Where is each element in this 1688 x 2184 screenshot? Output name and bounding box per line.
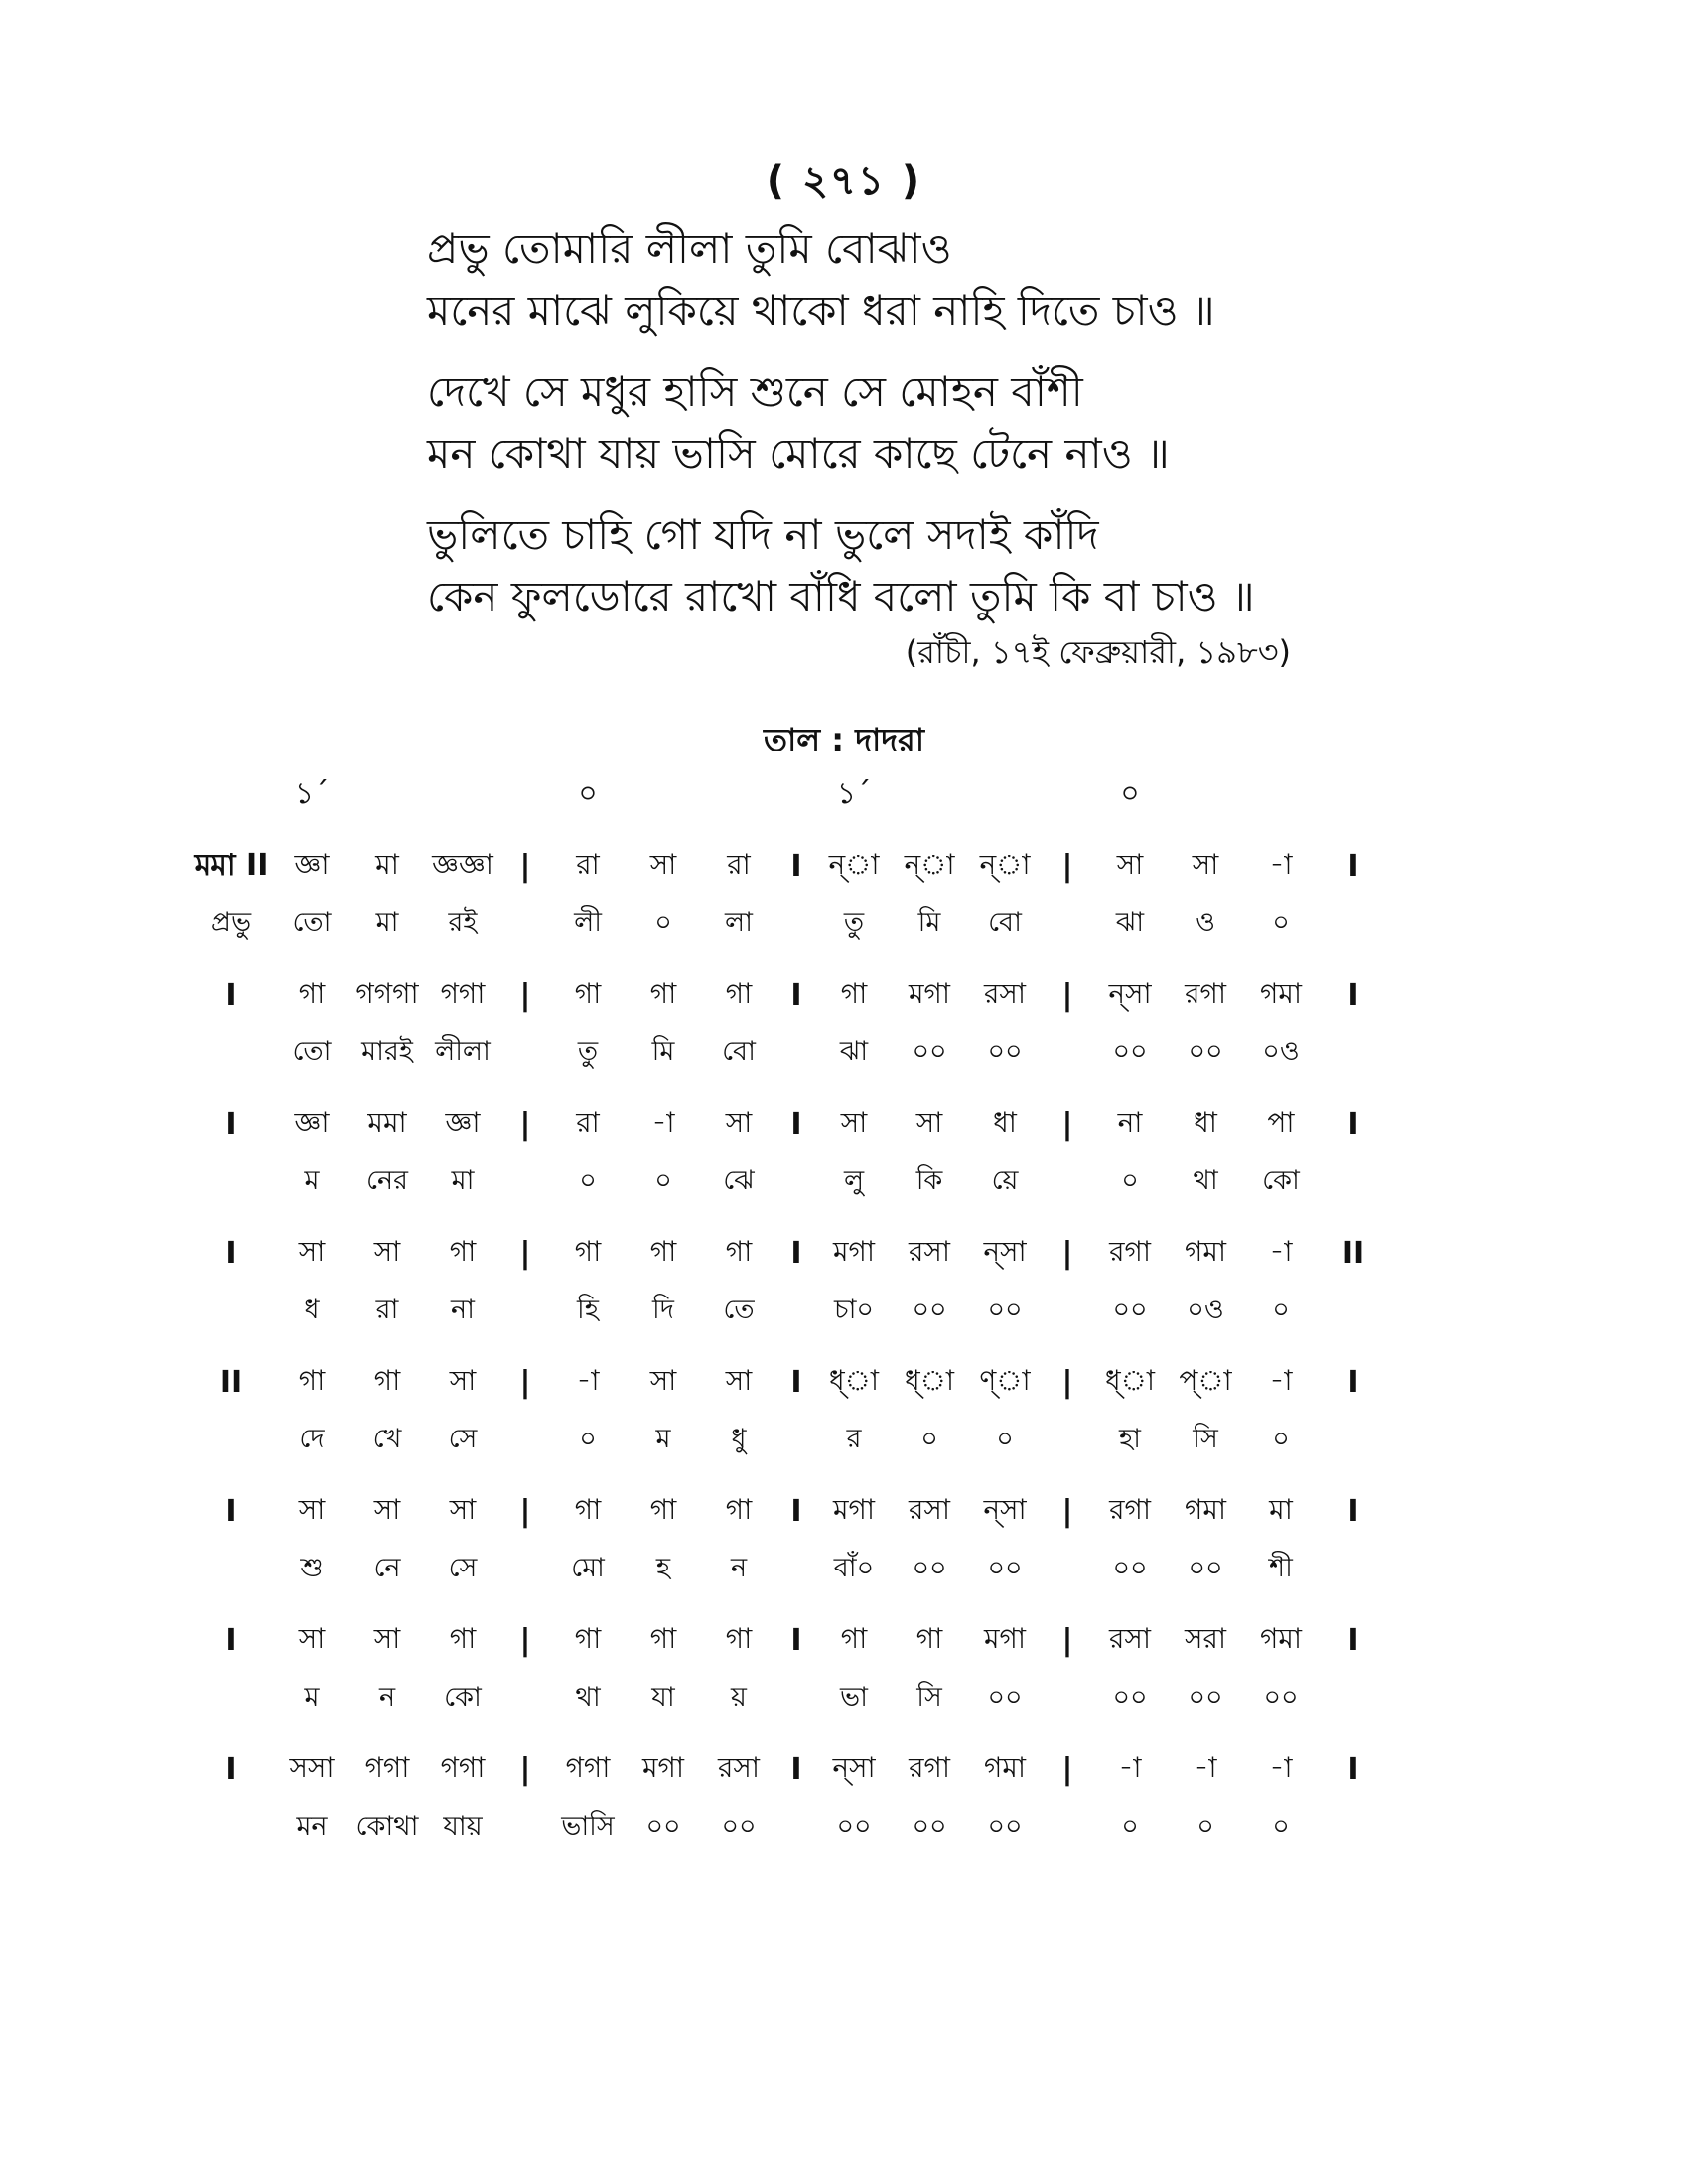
swara-note: গা [574, 1492, 602, 1526]
lyric-syllable: ০০ [721, 1810, 757, 1842]
lyric-syllable: ০ [1272, 1423, 1290, 1454]
swara-note: ণ্‌া [979, 1363, 1031, 1397]
lyric-syllable: লা [725, 906, 753, 938]
lyric-syllable: ০ও [1187, 1294, 1224, 1325]
bar-line: II [1341, 1235, 1365, 1271]
swara-note: মগা [908, 976, 951, 1010]
swara-note: জ্ঞা [445, 1105, 481, 1139]
bar-line: | [519, 1235, 531, 1271]
bar-line: I [1347, 1622, 1359, 1658]
lyric-syllable: ০০ [1112, 1552, 1148, 1583]
swara-note: সা [373, 1621, 401, 1655]
lyric-syllable: য়ে [991, 1164, 1019, 1196]
lyric-syllable: ০০ [1188, 1681, 1223, 1712]
swara-note: মগা [641, 1750, 685, 1784]
lyric-syllable: ০০ [987, 1810, 1023, 1842]
lyric-line: ভুলিতে চাহি গো যদি না ভুলে সদাই কাঁদি [427, 510, 1099, 559]
lyric-syllable: না [451, 1294, 475, 1325]
swara-note: রা [576, 847, 600, 881]
bar-line: মমা II [194, 847, 269, 883]
lyric-syllable: রা [375, 1294, 399, 1325]
lyric-syllable: মারই [361, 1035, 413, 1067]
syllable-row [189, 1024, 1539, 1082]
swara-note: গা [373, 1363, 401, 1397]
notation-line-8 [189, 1739, 1539, 1856]
swara-note: গমা [1184, 1234, 1227, 1268]
lyric-syllable: মি [651, 1035, 675, 1067]
lyric-syllable: ০ [920, 1423, 938, 1454]
beat-mark: ১´ [294, 775, 330, 811]
beat-marks-row [189, 764, 1539, 824]
swara-note: জ্ঞজ্ঞা [432, 847, 493, 881]
bar-line: I [225, 1622, 237, 1658]
bar-line: | [1061, 848, 1073, 884]
swara-note: গগা [440, 976, 486, 1010]
swara-note: ন্‌া [904, 847, 955, 881]
lyric-syllable: ০০ [912, 1810, 947, 1842]
swara-note: -া [1269, 1750, 1293, 1784]
swara-note: -া [1118, 1750, 1142, 1784]
swara-note: গা [649, 976, 677, 1010]
bar-line: | [1061, 1106, 1073, 1142]
lyric-syllable: সে [448, 1552, 478, 1583]
bar-line: I [1347, 848, 1359, 884]
lyric-syllable: প্রভু [211, 906, 252, 938]
swara-note: ধ্‌া [828, 1363, 880, 1397]
swara-note: গা [725, 1621, 753, 1655]
swara-note: ন্‌া [828, 847, 880, 881]
notation-line-5 [189, 1352, 1539, 1469]
lyric-syllable: ঝে [723, 1164, 755, 1196]
lyric-line: কেন ফুলডোরে রাখো বাঁধি বলো তুমি কি বা চাও ॥ [427, 572, 1255, 620]
swara-note: মগা [983, 1621, 1027, 1655]
bar-line: I [790, 977, 802, 1013]
lyric-syllable: কোথা [355, 1810, 419, 1842]
bar-line: I [790, 1235, 802, 1271]
swara-note: গা [649, 1234, 677, 1268]
swara-note: গমা [1259, 1621, 1303, 1655]
lyric-syllable: সে [448, 1423, 478, 1454]
lyric-syllable: ০০ [987, 1035, 1023, 1067]
lyric-syllable: ০০ [1112, 1294, 1148, 1325]
lyric-syllable: বো [722, 1035, 756, 1067]
swara-note: ধা [1194, 1105, 1217, 1139]
syllable-row [189, 1412, 1539, 1469]
swara-note: মগা [832, 1234, 876, 1268]
notation-table [189, 764, 1539, 1856]
lyric-syllable: ০ [1272, 1810, 1290, 1842]
swara-note: রসা [1108, 1621, 1152, 1655]
page-number: ( ২৭১ ) [766, 158, 922, 204]
swara-note: পা [1267, 1105, 1295, 1139]
beat-mark: ১´ [836, 775, 872, 811]
lyric-syllable: তো [292, 1035, 332, 1067]
swara-note: ন্‌সা [832, 1750, 876, 1784]
swara-row [189, 965, 1539, 1024]
lyric-syllable: দি [652, 1294, 674, 1325]
lyric-syllable: ধু [731, 1423, 747, 1454]
swara-note: রসা [717, 1750, 761, 1784]
bar-line: | [1061, 1364, 1073, 1400]
lyric-line: মন কোথা যায় ভাসি মোরে কাছে টেনে নাও ॥ [427, 429, 1170, 478]
swara-note: গগা [565, 1750, 611, 1784]
lyric-syllable: ম [304, 1164, 320, 1196]
swara-note: সা [373, 1234, 401, 1268]
lyric-syllable: থা [575, 1681, 601, 1712]
beat-mark: ০ [1120, 775, 1140, 811]
lyric-syllable: ও [1196, 906, 1215, 938]
lyric-syllable: তু [843, 906, 865, 938]
lyric-syllable: ০০ [987, 1294, 1023, 1325]
lyric-syllable: চা০ [834, 1294, 874, 1325]
swara-note: গগা [364, 1750, 410, 1784]
swara-row [189, 836, 1539, 895]
lyric-syllable: ০ [579, 1164, 597, 1196]
swara-note: গা [449, 1234, 477, 1268]
swara-note: না [1117, 1105, 1143, 1139]
swara-note: গা [298, 1363, 326, 1397]
swara-row [189, 1481, 1539, 1541]
lyric-syllable: ০০ [912, 1552, 947, 1583]
lyric-syllable: ০০ [1112, 1035, 1148, 1067]
swara-note: গমা [983, 1750, 1027, 1784]
lyric-syllable: ০০ [987, 1552, 1023, 1583]
stanza-3 [427, 504, 1569, 627]
syllable-row [189, 1670, 1539, 1727]
swara-note: সরা [1184, 1621, 1227, 1655]
lyric-syllable: হা [1118, 1423, 1141, 1454]
lyric-syllable: তু [577, 1035, 599, 1067]
lyric-syllable: তে [723, 1294, 755, 1325]
bar-line: | [1061, 1751, 1073, 1787]
bar-line: I [1347, 977, 1359, 1013]
bar-line: | [1061, 977, 1073, 1013]
swara-note: প্‌া [1179, 1363, 1232, 1397]
bar-line: I [1347, 1493, 1359, 1529]
swara-note: -া [1269, 1363, 1293, 1397]
swara-note: মা [1269, 1492, 1293, 1526]
swara-note: ন্‌সা [983, 1492, 1027, 1526]
lyric-syllable: ০ [1272, 1294, 1290, 1325]
notation-line-3 [189, 1094, 1539, 1211]
swara-row [189, 1739, 1539, 1799]
bar-line: | [519, 977, 531, 1013]
lyric-syllable: লু [843, 1164, 865, 1196]
swara-note: ন্‌সা [983, 1234, 1027, 1268]
swara-note: রগা [1185, 976, 1226, 1010]
bar-line: | [519, 1493, 531, 1529]
bar-line: I [225, 1106, 237, 1142]
lyric-syllable: ন [378, 1681, 396, 1712]
lyric-line: প্রভু তোমারি লীলা তুমি বোঝাও [427, 224, 952, 273]
swara-note: সসা [289, 1750, 335, 1784]
bar-line: | [519, 1751, 531, 1787]
lyric-syllable: ০ [579, 1423, 597, 1454]
lyric-syllable: মন [296, 1810, 328, 1842]
lyric-syllable: ধ [304, 1294, 320, 1325]
lyric-syllable: নের [366, 1164, 408, 1196]
lyric-syllable: লী [574, 906, 602, 938]
bar-line: I [790, 1106, 802, 1142]
lyric-line: দেখে সে মধুর হাসি শুনে সে মোহন বাঁশী [427, 367, 1083, 416]
syllable-row [189, 1799, 1539, 1856]
bar-line: I [225, 1235, 237, 1271]
lyric-syllable: ০ [1121, 1164, 1139, 1196]
swara-note: গা [574, 976, 602, 1010]
swara-note: সা [915, 1105, 943, 1139]
lyric-syllable: ০ [996, 1423, 1014, 1454]
swara-note: সা [649, 1363, 677, 1397]
swara-note: সা [649, 847, 677, 881]
swara-note: গা [649, 1492, 677, 1526]
lyric-syllable: র [846, 1423, 862, 1454]
bar-line: I [790, 1493, 802, 1529]
lyric-syllable: ম [655, 1423, 671, 1454]
lyric-syllable: মা [451, 1164, 475, 1196]
lyric-syllable: ০০ [1263, 1681, 1299, 1712]
bar-line: | [519, 848, 531, 884]
lyric-syllable: বো [988, 906, 1022, 938]
swara-note: রসা [983, 976, 1027, 1010]
swara-note: ন্‌া [979, 847, 1031, 881]
lyric-syllable: শু [300, 1552, 324, 1583]
swara-note: রগা [1109, 1492, 1151, 1526]
bar-line: | [1061, 1622, 1073, 1658]
bar-line: I [790, 1364, 802, 1400]
lyric-syllable: কো [1262, 1164, 1300, 1196]
swara-row [189, 1094, 1539, 1154]
lyric-syllable: ০ [1272, 906, 1290, 938]
swara-note: গা [725, 1234, 753, 1268]
swara-note: রগা [1109, 1234, 1151, 1268]
lyric-syllable: থা [1193, 1164, 1218, 1196]
swara-note: সা [449, 1492, 477, 1526]
lyric-syllable: মো [571, 1552, 605, 1583]
bar-line: I [1347, 1364, 1359, 1400]
bar-line: | [519, 1106, 531, 1142]
lyric-syllable: ০ [1196, 1810, 1214, 1842]
syllable-row [189, 1154, 1539, 1211]
bar-line: I [1347, 1751, 1359, 1787]
lyric-syllable: ০০ [1188, 1035, 1223, 1067]
swara-note: সা [298, 1234, 326, 1268]
bar-line: | [519, 1622, 531, 1658]
lyric-syllable: রই [448, 906, 478, 938]
lyric-syllable: ০০ [645, 1810, 681, 1842]
swara-note: -া [1269, 847, 1293, 881]
lyric-syllable: শী [1269, 1552, 1293, 1583]
swara-note: সা [840, 1105, 868, 1139]
notation-line-2 [189, 965, 1539, 1082]
lyric-syllable: লীলা [435, 1035, 491, 1067]
swara-note: রা [576, 1105, 600, 1139]
lyric-syllable: ০ [654, 906, 672, 938]
swara-note: মা [375, 847, 399, 881]
swara-note: -া [1269, 1234, 1293, 1268]
lyric-syllable: তো [292, 906, 332, 938]
lyric-syllable: ম [304, 1681, 320, 1712]
lyric-syllable: য় [731, 1681, 747, 1712]
bar-line: I [790, 1751, 802, 1787]
lyric-syllable: যা [651, 1681, 675, 1712]
swara-note: গা [725, 1492, 753, 1526]
swara-note: সা [1116, 847, 1144, 881]
notation-line-4 [189, 1223, 1539, 1340]
bar-line: | [1061, 1493, 1073, 1529]
lyric-syllable: সি [916, 1681, 942, 1712]
lyric-syllable: মি [917, 906, 941, 938]
lyric-syllable: ঝা [839, 1035, 869, 1067]
swara-note: ধ্‌া [1104, 1363, 1156, 1397]
stanza-1 [427, 218, 1569, 341]
bar-line: I [790, 848, 802, 884]
swara-note: গা [649, 1621, 677, 1655]
lyrics [427, 218, 1569, 647]
lyric-syllable: ০ [1121, 1810, 1139, 1842]
notation-line-1 [189, 836, 1539, 953]
beat-mark: ০ [578, 775, 598, 811]
swara-note: -া [651, 1105, 675, 1139]
notation-line-6 [189, 1481, 1539, 1598]
syllable-row [189, 895, 1539, 953]
lyric-syllable: ০০ [912, 1294, 947, 1325]
lyric-syllable: হি [577, 1294, 599, 1325]
swara-note: -া [1194, 1750, 1217, 1784]
swara-note: গা [298, 976, 326, 1010]
swara-note: রসা [908, 1234, 951, 1268]
notation-line-7 [189, 1610, 1539, 1727]
swara-note: সা [298, 1492, 326, 1526]
bar-line: I [225, 1751, 237, 1787]
date-place-line: (রাঁচী, ১৭ই ফেব্রুয়ারী, ১৯৮৩) [905, 633, 1291, 671]
swara-note: সা [449, 1363, 477, 1397]
lyric-syllable: ০০ [1112, 1681, 1148, 1712]
swara-note: গমা [1184, 1492, 1227, 1526]
lyric-syllable: ০০ [912, 1035, 947, 1067]
lyric-syllable: ০০ [1188, 1552, 1223, 1583]
syllable-row [189, 1541, 1539, 1598]
lyric-syllable: ০ও [1262, 1035, 1300, 1067]
swara-note: সা [373, 1492, 401, 1526]
lyric-syllable: মা [375, 906, 399, 938]
bar-line: I [225, 977, 237, 1013]
lyric-syllable: নে [373, 1552, 401, 1583]
notation-groups [189, 836, 1539, 1856]
swara-note: মমা [367, 1105, 407, 1139]
swara-note: গা [840, 1621, 868, 1655]
lyric-syllable: ভা [840, 1681, 868, 1712]
lyric-syllable: ন [730, 1552, 748, 1583]
lyric-syllable: ০০ [987, 1681, 1023, 1712]
lyric-syllable: ০ [654, 1164, 672, 1196]
swara-note: সা [1192, 847, 1219, 881]
swara-note: গগা [440, 1750, 486, 1784]
bar-line: | [1061, 1235, 1073, 1271]
lyric-syllable: কি [915, 1164, 943, 1196]
swara-note: গমা [1259, 976, 1303, 1010]
swara-note: রগা [909, 1750, 950, 1784]
swara-note: ধা [993, 1105, 1017, 1139]
lyric-syllable: সি [1193, 1423, 1218, 1454]
bar-line: I [225, 1493, 237, 1529]
swara-note: গগগা [355, 976, 419, 1010]
swara-note: ধ্‌া [904, 1363, 955, 1397]
stanza-2 [427, 361, 1569, 484]
lyric-syllable: খে [372, 1423, 402, 1454]
swara-note: ন্‌সা [1108, 976, 1152, 1010]
swara-note: সা [725, 1363, 753, 1397]
swara-note: -া [576, 1363, 600, 1397]
swara-note: গা [449, 1621, 477, 1655]
lyric-syllable: ০০ [836, 1810, 872, 1842]
bar-line: I [790, 1622, 802, 1658]
lyric-line: মনের মাঝে লুকিয়ে থাকো ধরা নাহি দিতে চাও ॥ [427, 286, 1215, 335]
swara-note: জ্ঞা [294, 1105, 330, 1139]
swara-note: রা [727, 847, 751, 881]
swara-note: গা [915, 1621, 943, 1655]
swara-note: জ্ঞা [294, 847, 330, 881]
swara-row [189, 1223, 1539, 1283]
bar-line: II [219, 1364, 243, 1400]
syllable-row [189, 1283, 1539, 1340]
taal-heading: তাল : দাদরা [764, 721, 924, 758]
swara-note: সা [725, 1105, 753, 1139]
swara-row [189, 1352, 1539, 1412]
swara-note: রসা [908, 1492, 951, 1526]
swara-note: গা [574, 1234, 602, 1268]
lyric-syllable: যায় [443, 1810, 483, 1842]
swara-row [189, 1610, 1539, 1670]
swara-note: মগা [832, 1492, 876, 1526]
swara-note: গা [840, 976, 868, 1010]
lyric-syllable: কো [444, 1681, 482, 1712]
bar-line: | [519, 1364, 531, 1400]
lyric-syllable: ভাসি [561, 1810, 615, 1842]
bar-line: I [1347, 1106, 1359, 1142]
swara-note: সা [298, 1621, 326, 1655]
lyric-syllable: ঝা [1115, 906, 1145, 938]
lyric-syllable: হ [655, 1552, 671, 1583]
swara-note: গা [725, 976, 753, 1010]
lyric-syllable: বাঁ০ [833, 1552, 875, 1583]
swara-note: গা [574, 1621, 602, 1655]
lyric-syllable: দে [299, 1423, 325, 1454]
